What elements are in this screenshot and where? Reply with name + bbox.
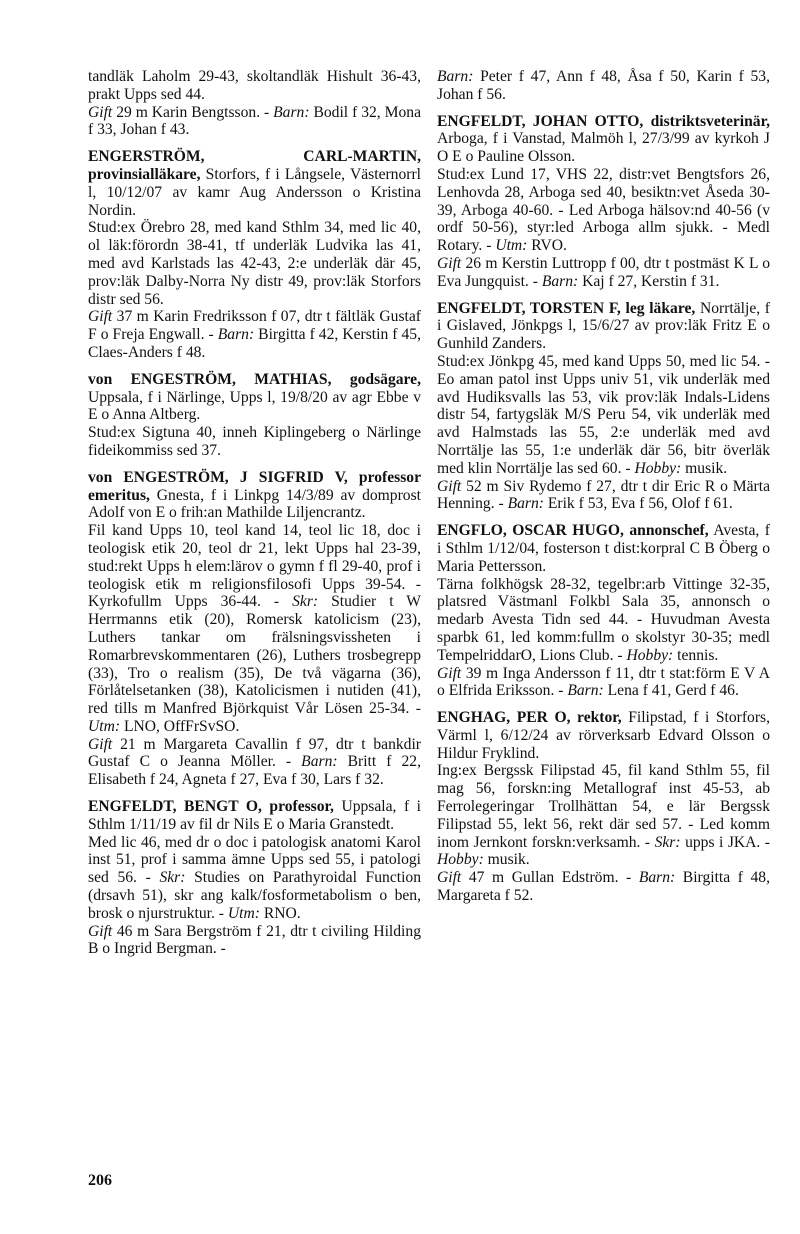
- entry-header: [437, 709, 770, 762]
- field-text: Stud:ex Sigtuna 40, inneh Kiplingeberg o Närlinge fideikommiss sed 37.: [88, 424, 421, 459]
- entry-header: [437, 300, 770, 353]
- field-text: 39 m Inga Andersson f 11, dtr t stat:förm E V A o Elfrida Eriksson. -: [437, 664, 770, 700]
- field-label: Barn:: [541, 272, 579, 290]
- entry-paragraph: [437, 166, 770, 255]
- field-text: 26 m Kerstin Luttropp f 00, dtr t postmäst K L o Eva Jungquist. -: [437, 254, 770, 290]
- entry-paragraph: [88, 424, 421, 460]
- entry-paragraph: [437, 255, 770, 291]
- field-text: upps i JKA. -: [680, 833, 770, 851]
- entry-paragraph: [88, 68, 421, 104]
- field-text: musik.: [681, 459, 728, 477]
- entry-name-title: ENGHAG, PER O, rektor,: [437, 709, 622, 727]
- field-text: Ing:ex Bergssk Filipstad 45, fil kand Sthlm 55, fil mag 56, forskn:ing Metallograf inst 45-53, ab Ferrolegeringar Trollhättan 54, e lär Bergssk Filipstad 55, lekt 56, rekt där sed 57. - Led komm inom Jernkont forskn:verksamh. -: [437, 762, 770, 851]
- biography-entry: [437, 522, 770, 700]
- entry-header: [88, 798, 421, 834]
- field-text: Stud:ex Jönkpg 45, med kand Upps 50, med lic 54. - Eo aman patol inst Upps univ 51, vik underläk med avd Hudiksvalls las 53, vik prov:läk Indals-Lidens distr 54, fartygsläk M/S Peru 54, vik underläk med avd Halmstads las 55, 2:e underläk med avd Norrtälje las 55, 1:e underläk där 56, bitr överläk med klin Norrtälje las sed 60. -: [437, 352, 770, 477]
- field-text: 46 m Sara Bergström f 21, dtr t civiling Hilding B o Ingrid Bergman. -: [88, 922, 421, 958]
- field-text: 37 m Karin Fredriksson f 07, dtr t fältläk Gustaf F o Freja Engwall. -: [88, 308, 421, 344]
- entry-intro: Norrtälje, f i Gislaved, Jönkpgs l, 15/6/27 av prov:läk Fritz E o Gunhild Zanders.: [437, 299, 770, 353]
- entry-header: [437, 522, 770, 575]
- field-text: LNO, OffFrSvSO.: [120, 717, 240, 735]
- field-text: Birgitta f 42, Kerstin f 45, Claes-Anders f 48.: [88, 326, 421, 361]
- entry-header: [88, 148, 421, 219]
- entry-header: [88, 469, 421, 522]
- entry-paragraph: [88, 923, 421, 959]
- field-label: Utm:: [495, 237, 528, 255]
- entry-name-title: ENGERSTRÖM, CARL-MARTIN, provinsialläkare,: [88, 148, 421, 183]
- field-text: Britt f 22, Elisabeth f 24, Agneta f 27, Eva f 30, Lars f 32.: [88, 753, 421, 789]
- field-text: Bodil f 32, Mona f 33, Johan f 43.: [88, 103, 421, 139]
- entry-paragraph: [88, 522, 421, 736]
- field-text: RNO.: [259, 904, 301, 922]
- field-text: tandläk Laholm 29-43, skoltandläk Hishult 36-43, prakt Upps sed 44.: [88, 68, 421, 103]
- biography-entry: [88, 371, 421, 460]
- field-text: 29 m Karin Bengtsson. -: [112, 103, 274, 121]
- field-text: Erik f 53, Eva f 56, Olof f 61.: [543, 495, 733, 513]
- field-label: Barn:: [273, 103, 310, 121]
- field-label: Barn:: [567, 682, 604, 700]
- left-column: [88, 68, 421, 967]
- entry-name-title: von ENGESTRÖM, MATHIAS, godsägare,: [88, 370, 421, 388]
- field-text: 47 m Gullan Edström. -: [461, 869, 639, 887]
- entry-intro: Filipstad, f i Storfors, Värml l, 6/12/24 av rörverksarb Edvard Olsson o Hildur Fryklind.: [437, 709, 770, 762]
- field-label: Gift: [437, 664, 462, 682]
- field-label: Hobby:: [634, 459, 682, 477]
- field-label: Barn:: [217, 326, 255, 344]
- field-text: Kaj f 27, Kerstin f 31.: [578, 272, 720, 290]
- field-text: Tärna folkhögsk 28-32, tegelbr:arb Vittinge 32-35, platsred Västmanl Folkbl Sala 35, annonsch o medarb Avesta Tidn sed 44. - Huvudman Avesta sparbk 61, led komm:fullm o skolstyr 30-35; medl TempelriddarO, Lions Club. -: [437, 575, 770, 664]
- entry-paragraph: [437, 762, 770, 869]
- page-number: 206: [88, 1172, 112, 1189]
- entry-paragraph: [88, 308, 421, 361]
- field-label: Gift: [88, 922, 113, 940]
- field-label: Barn:: [301, 753, 338, 771]
- entry-intro: Avesta, f i Sthlm 1/12/04, fosterson t dist:korpral C B Öberg o Maria Pettersson.: [437, 522, 770, 575]
- entry-name-title: ENGFELDT, JOHAN OTTO, distriktsveterinär,: [437, 112, 770, 130]
- entry-name-title: ENGFELDT, BENGT O, professor,: [88, 798, 334, 816]
- biography-entry: [88, 469, 421, 789]
- entry-paragraph: [88, 104, 421, 140]
- biography-entry: [88, 68, 421, 139]
- entry-intro: Gnesta, f i Linkpg 14/3/89 av domprost Adolf von E o frih:an Mathilde Liljencrantz.: [88, 486, 421, 522]
- field-text: Studier t W Herrmanns etik (20), Romersk katolicism (23), Luthers tankar om frälsningsvissheten i Romarbrevskommentaren (26), Luthers trosbegrepp (33), Tro o realism (35), De två vägarna (36), Förlåtelsetanken (38), Katolicismen i nutiden (41), red tills m Manfred Björkquist Vår Lösen 25-34. -: [88, 593, 421, 718]
- field-text: Fil kand Upps 10, teol kand 14, teol lic 18, doc i teologisk etik 20, teol dr 21, lekt Upps hal 23-39, stud:rekt Upps h elem:lärov o gymn f fl 29-40, prof i teologisk etik m religionsfilosofi Upps 39-54. - Kyrkofullm Upps 36-44. -: [88, 522, 421, 611]
- field-text: Studies on Parathyroidal Function (drsavh 51), skr ang kalk/fosformetabolism o ben, brosk o njurstruktur. -: [88, 869, 422, 922]
- field-text: musik.: [483, 851, 530, 869]
- field-text: 21 m Margareta Cavallin f 97, dtr t bankdir Gustaf C o Jeanna Möller. -: [88, 735, 421, 771]
- field-label: Gift: [88, 103, 113, 121]
- field-label: Hobby:: [626, 646, 674, 664]
- entry-header: [88, 371, 421, 424]
- entry-intro: Arboga, f i Vanstad, Malmöh l, 27/3/99 av kyrkoh J O E o Pauline Olsson.: [437, 130, 770, 166]
- field-text: RVO.: [527, 237, 567, 255]
- field-label: Gift: [88, 308, 113, 326]
- right-column: [437, 68, 770, 914]
- entry-paragraph: [88, 736, 421, 789]
- field-text: 52 m Siv Rydemo f 27, dtr t dir Eric R o Märta Henning. -: [437, 477, 770, 513]
- field-text: Stud:ex Örebro 28, med kand Sthlm 34, med lic 40, ol läk:förordn 38-41, tf underläk Ludvika las 41, med avd Karlstads las 42-43, 2:e underläk där 45, prov:läk Dalby-Norra Ny distr 49, prov:läk Storfors distr sed 56.: [88, 219, 421, 308]
- field-label: Barn:: [638, 869, 676, 887]
- field-label: Gift: [437, 254, 462, 272]
- entry-name-title: von ENGESTRÖM, J SIGFRID V, professor emeritus,: [88, 468, 421, 504]
- entry-header: [437, 113, 770, 166]
- biography-entry: [88, 798, 421, 958]
- entry-paragraph: [437, 353, 770, 478]
- biography-entry: [88, 148, 421, 362]
- field-label: Gift: [88, 735, 113, 753]
- field-text: Med lic 46, med dr o doc i patologisk anatomi Karol inst 51, prof i samma ämne Upps sed 55, i patologi sed 56. -: [88, 833, 421, 887]
- entry-paragraph: [437, 576, 770, 665]
- entry-paragraph: [88, 219, 421, 308]
- field-text: Birgitta f 48, Margareta f 52.: [437, 869, 770, 905]
- entry-intro: Storfors, f i Långsele, Västernorrl l, 10/12/07 av kamr Aug Andersson o Kristina Nordin.: [88, 165, 421, 219]
- field-label: Utm:: [88, 717, 121, 735]
- field-label: Barn:: [437, 68, 474, 85]
- biography-entry: [437, 68, 770, 104]
- biography-entry: [437, 113, 770, 291]
- entry-paragraph: [437, 478, 770, 514]
- field-label: Skr:: [292, 593, 319, 611]
- biography-entry: [437, 709, 770, 905]
- field-label: Gift: [437, 869, 462, 887]
- entry-paragraph: [437, 68, 770, 104]
- entry-name-title: ENGFLO, OSCAR HUGO, annonschef,: [437, 522, 709, 540]
- field-text: Stud:ex Lund 17, VHS 22, distr:vet Bengtsfors 26, Lenhovda 28, Arboga sed 40, besiktn:vet Åseda 30-39, Arboga 40-60. - Led Arboga hälsov:nd 40-56 (v ordf 50-56), styr:led Arboga allm sjukk. - Medl Rotary. -: [437, 165, 770, 255]
- field-label: Gift: [437, 477, 462, 495]
- entry-intro: Uppsala, f i Sthlm 1/11/19 av fil dr Nils E o Maria Granstedt.: [88, 798, 421, 833]
- entry-intro: Uppsala, f i Närlinge, Upps l, 19/8/20 av agr Ebbe v E o Anna Altberg.: [88, 388, 421, 424]
- field-text: tennis.: [673, 646, 719, 664]
- entry-paragraph: [88, 834, 421, 923]
- biography-entry: [437, 300, 770, 514]
- field-text: Lena f 41, Gerd f 46.: [603, 682, 739, 700]
- entry-name-title: ENGFELDT, TORSTEN F, leg läkare,: [437, 299, 696, 317]
- field-label: Hobby:: [437, 851, 484, 869]
- field-text: Peter f 47, Ann f 48, Åsa f 50, Karin f 53, Johan f 56.: [437, 68, 770, 103]
- field-label: Utm:: [227, 904, 260, 922]
- field-label: Skr:: [159, 869, 186, 887]
- field-label: Skr:: [654, 833, 681, 851]
- field-label: Barn:: [507, 495, 544, 513]
- entry-paragraph: [437, 869, 770, 905]
- entry-paragraph: [437, 665, 770, 701]
